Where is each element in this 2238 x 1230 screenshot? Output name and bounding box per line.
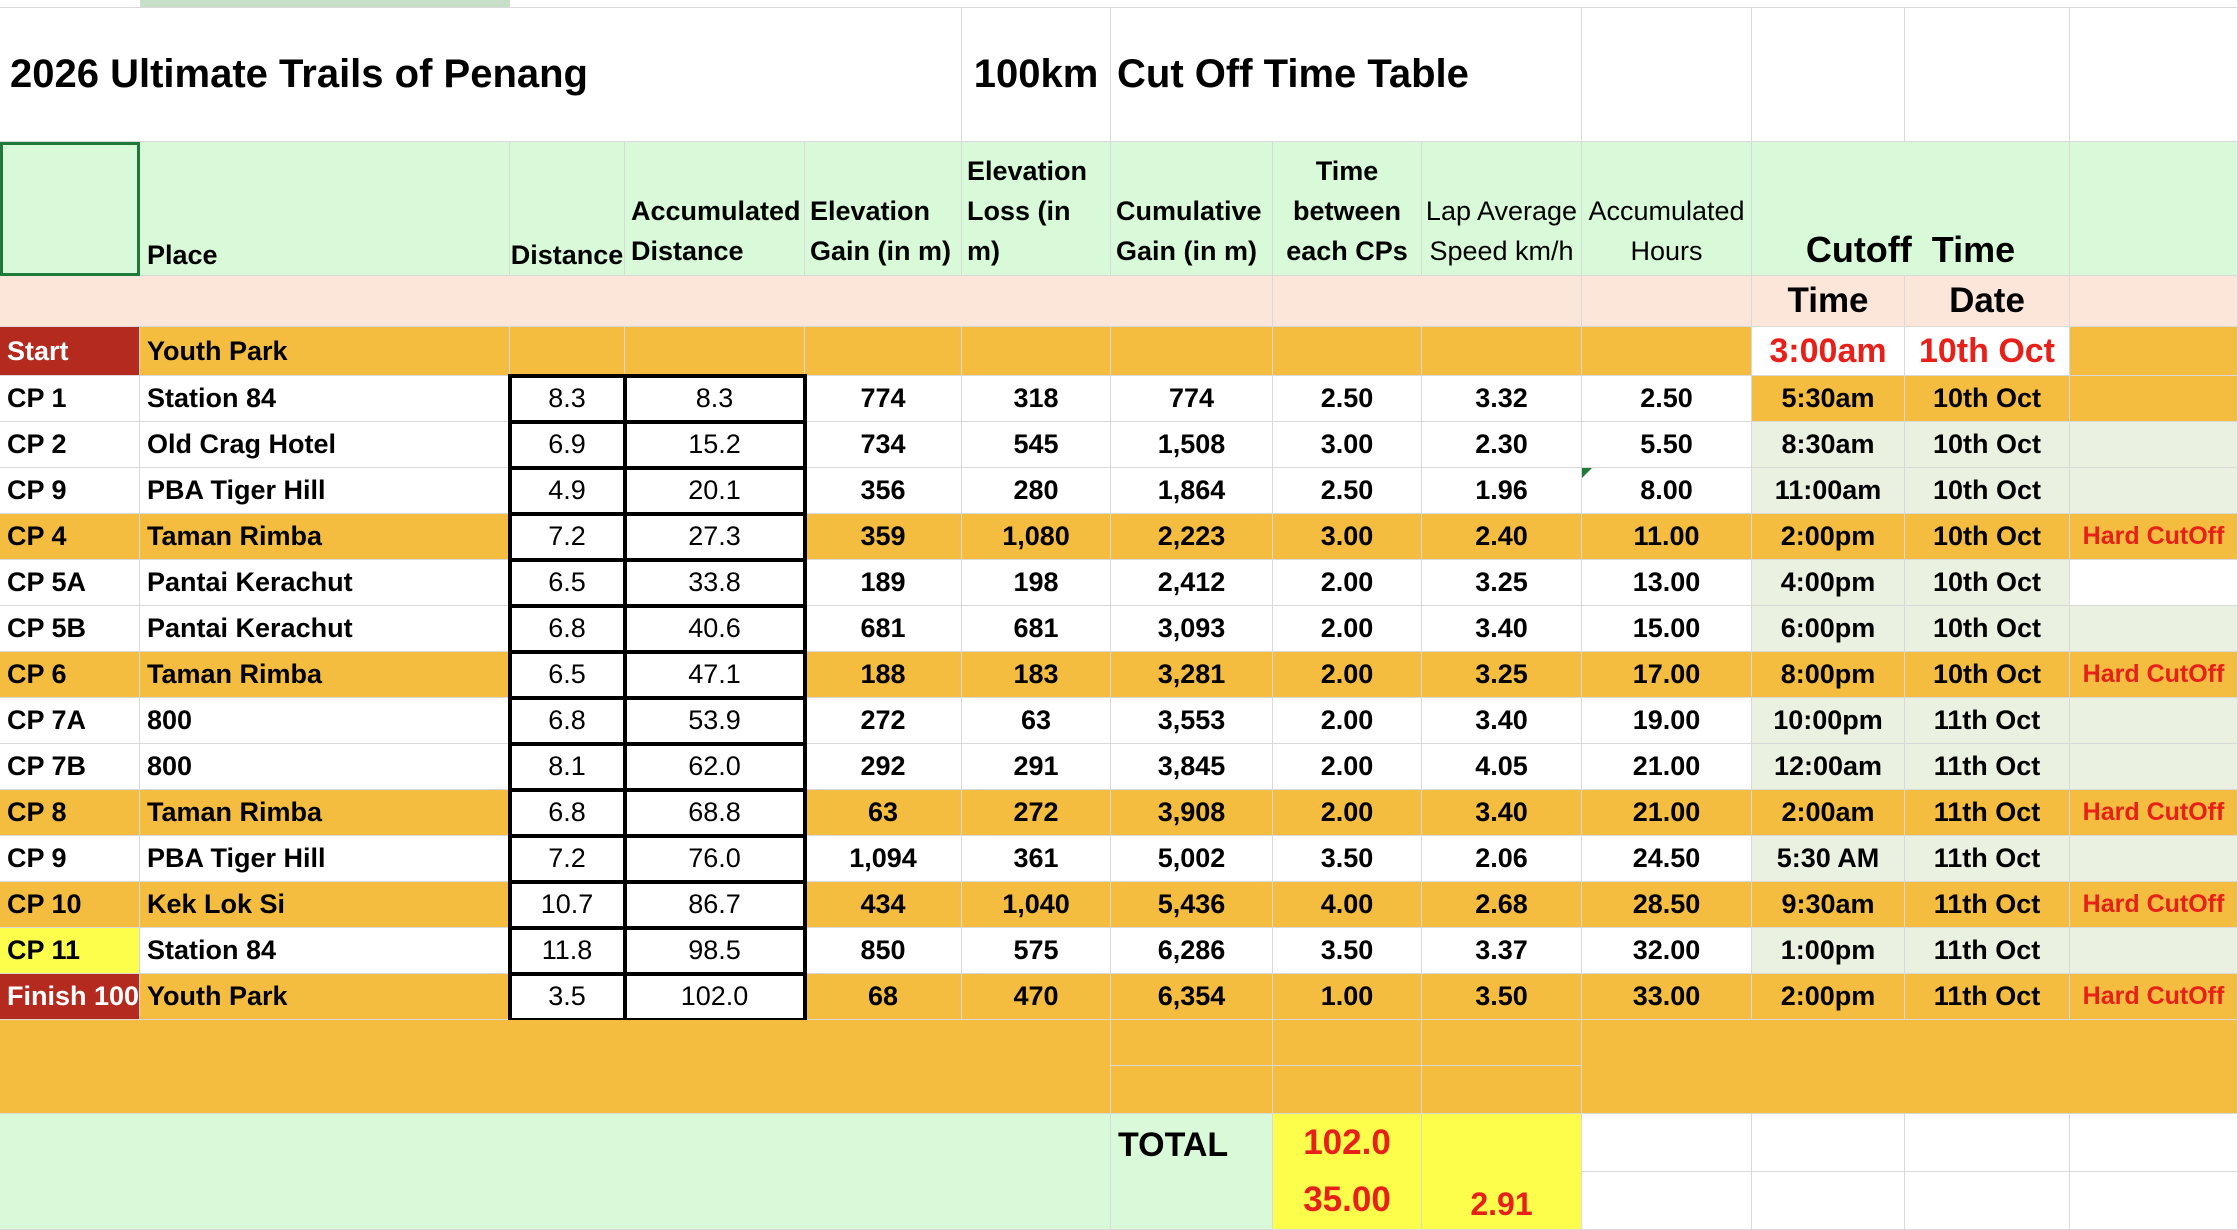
cutoff-date-value[interactable]: 11th Oct xyxy=(1905,974,2070,1020)
cutoff-date-value[interactable]: 11th Oct xyxy=(1905,698,2070,744)
accumulated-hours-value[interactable]: 2.50 xyxy=(1582,376,1752,422)
cp-label[interactable]: CP 7A xyxy=(0,698,140,744)
cp-label[interactable]: CP 1 xyxy=(0,376,140,422)
accumulated-distance-value[interactable]: 47.1 xyxy=(625,652,805,698)
footer-cell[interactable] xyxy=(1111,1020,1273,1066)
header-place[interactable]: Place xyxy=(140,142,510,276)
empty-cell[interactable] xyxy=(805,327,962,376)
elevation-gain-value[interactable]: 850 xyxy=(805,928,962,974)
place-name[interactable]: Youth Park xyxy=(140,974,510,1020)
distance-value[interactable]: 6.8 xyxy=(510,606,625,652)
cumulative-gain-value[interactable]: 774 xyxy=(1111,376,1273,422)
empty-cell[interactable] xyxy=(962,327,1111,376)
cumulative-gain-value[interactable]: 1,508 xyxy=(1111,422,1273,468)
lap-speed-value[interactable]: 3.40 xyxy=(1422,606,1582,652)
elevation-gain-value[interactable]: 774 xyxy=(805,376,962,422)
empty-cell[interactable] xyxy=(2070,1172,2238,1230)
accumulated-distance-value[interactable]: 27.3 xyxy=(625,514,805,560)
cp-label[interactable]: CP 5B xyxy=(0,606,140,652)
empty-cell[interactable] xyxy=(1752,8,1905,142)
cp-label[interactable]: CP 10 xyxy=(0,882,140,928)
elevation-gain-value[interactable]: 63 xyxy=(805,790,962,836)
accumulated-distance-value[interactable]: 102.0 xyxy=(625,974,805,1020)
accumulated-hours-value[interactable]: 21.00 xyxy=(1582,744,1752,790)
distance-value[interactable]: 10.7 xyxy=(510,882,625,928)
hard-cutoff-note[interactable] xyxy=(2070,698,2238,744)
cp-label[interactable]: CP 2 xyxy=(0,422,140,468)
time-between-value[interactable]: 2.00 xyxy=(1273,790,1422,836)
hard-cutoff-note[interactable] xyxy=(2070,744,2238,790)
time-between-value[interactable]: 2.00 xyxy=(1273,560,1422,606)
place-name[interactable]: Station 84 xyxy=(140,928,510,974)
distance-value[interactable]: 7.2 xyxy=(510,836,625,882)
elevation-gain-value[interactable]: 1,094 xyxy=(805,836,962,882)
empty-cell[interactable] xyxy=(1582,1114,1752,1172)
time-between-value[interactable]: 2.50 xyxy=(1273,468,1422,514)
header-accumulated-hours[interactable]: Accumulated Hours xyxy=(1582,142,1752,276)
header-cutoff-time[interactable]: Cutoff Time xyxy=(1752,142,2070,276)
time-between-value[interactable]: 3.00 xyxy=(1273,422,1422,468)
time-between-value[interactable]: 3.00 xyxy=(1273,514,1422,560)
empty-cell[interactable] xyxy=(1422,327,1582,376)
footer-band[interactable] xyxy=(1582,1020,2238,1114)
distance-value[interactable]: 4.9 xyxy=(510,468,625,514)
header-elevation-loss[interactable]: Elevation Loss (in m) xyxy=(962,142,1111,276)
place-name[interactable]: Taman Rimba xyxy=(140,514,510,560)
cp-label[interactable]: CP 11 xyxy=(0,928,140,974)
accumulated-hours-value[interactable]: 11.00 xyxy=(1582,514,1752,560)
place-name[interactable]: Kek Lok Si xyxy=(140,882,510,928)
lap-speed-value[interactable]: 2.06 xyxy=(1422,836,1582,882)
elevation-gain-value[interactable]: 68 xyxy=(805,974,962,1020)
lap-speed-value[interactable]: 3.50 xyxy=(1422,974,1582,1020)
cutoff-time-value[interactable]: 10:00pm xyxy=(1752,698,1905,744)
cumulative-gain-value[interactable]: 6,286 xyxy=(1111,928,1273,974)
header-cumulative-gain[interactable]: Cumulative Gain (in m) xyxy=(1111,142,1273,276)
hard-cutoff-note[interactable] xyxy=(2070,928,2238,974)
accumulated-distance-value[interactable]: 53.9 xyxy=(625,698,805,744)
cp-label[interactable]: CP 9 xyxy=(0,468,140,514)
accumulated-distance-value[interactable]: 86.7 xyxy=(625,882,805,928)
cp-label[interactable]: CP 4 xyxy=(0,514,140,560)
cumulative-gain-value[interactable]: 1,864 xyxy=(1111,468,1273,514)
cp-label[interactable]: CP 6 xyxy=(0,652,140,698)
elevation-loss-value[interactable]: 272 xyxy=(962,790,1111,836)
lap-speed-value[interactable]: 3.40 xyxy=(1422,698,1582,744)
title-distance[interactable]: 100km xyxy=(962,8,1111,142)
elevation-loss-value[interactable]: 280 xyxy=(962,468,1111,514)
header-accumulated-distance[interactable]: Accumulated Distance xyxy=(625,142,805,276)
empty-cell[interactable] xyxy=(625,327,805,376)
hard-cutoff-note[interactable]: Hard CutOff xyxy=(2070,514,2238,560)
accumulated-hours-value[interactable]: 5.50 xyxy=(1582,422,1752,468)
accumulated-hours-value[interactable]: 32.00 xyxy=(1582,928,1752,974)
cutoff-time-value[interactable]: 11:00am xyxy=(1752,468,1905,514)
distance-value[interactable]: 8.1 xyxy=(510,744,625,790)
total-speed[interactable]: 2.91 xyxy=(1422,1114,1582,1230)
place-name[interactable]: Old Crag Hotel xyxy=(140,422,510,468)
total-time: 35.00 xyxy=(1303,1180,1391,1220)
cumulative-gain-value[interactable]: 5,436 xyxy=(1111,882,1273,928)
empty-cell[interactable] xyxy=(1905,8,2070,142)
cumulative-gain-value[interactable]: 3,908 xyxy=(1111,790,1273,836)
header-cp[interactable] xyxy=(0,142,140,276)
cutoff-date-value[interactable]: 10th Oct xyxy=(1905,422,2070,468)
cutoff-date-value[interactable]: 10th Oct xyxy=(1905,652,2070,698)
place-name[interactable]: Pantai Kerachut xyxy=(140,560,510,606)
hard-cutoff-note[interactable]: Hard CutOff xyxy=(2070,882,2238,928)
footer-cell[interactable] xyxy=(1111,1066,1273,1114)
cumulative-gain-value[interactable]: 3,093 xyxy=(1111,606,1273,652)
cutoff-time-value[interactable]: 4:00pm xyxy=(1752,560,1905,606)
totals-band[interactable] xyxy=(0,1114,1111,1230)
elevation-gain-value[interactable]: 189 xyxy=(805,560,962,606)
empty-cell[interactable] xyxy=(1111,327,1273,376)
lap-speed-value[interactable]: 1.96 xyxy=(1422,468,1582,514)
hard-cutoff-note[interactable] xyxy=(2070,422,2238,468)
accumulated-distance-value[interactable]: 8.3 xyxy=(625,376,805,422)
header-date[interactable]: Date xyxy=(1905,276,2070,327)
lap-speed-value[interactable]: 2.68 xyxy=(1422,882,1582,928)
column-highlight xyxy=(140,0,510,7)
cutoff-time-value[interactable]: 2:00am xyxy=(1752,790,1905,836)
accumulated-hours-value[interactable]: 17.00 xyxy=(1582,652,1752,698)
lap-speed-value[interactable]: 3.37 xyxy=(1422,928,1582,974)
cutoff-date-value[interactable]: 11th Oct xyxy=(1905,836,2070,882)
accumulated-distance-value[interactable]: 33.8 xyxy=(625,560,805,606)
place-name[interactable]: Station 84 xyxy=(140,376,510,422)
empty-cell[interactable] xyxy=(1582,8,1752,142)
distance-value[interactable]: 11.8 xyxy=(510,928,625,974)
header-time-between[interactable]: Time between each CPs xyxy=(1273,142,1422,276)
accumulated-hours-value[interactable]: 24.50 xyxy=(1582,836,1752,882)
elevation-gain-value[interactable]: 356 xyxy=(805,468,962,514)
cutoff-time-value[interactable]: 1:00pm xyxy=(1752,928,1905,974)
elevation-loss-value[interactable]: 291 xyxy=(962,744,1111,790)
start-place[interactable]: Youth Park xyxy=(140,327,510,376)
elevation-loss-value[interactable]: 545 xyxy=(962,422,1111,468)
empty-cell[interactable] xyxy=(1905,1172,2070,1230)
cutoff-date-value[interactable]: 11th Oct xyxy=(1905,790,2070,836)
footer-cell[interactable] xyxy=(1273,1020,1422,1066)
place-name[interactable]: 800 xyxy=(140,744,510,790)
distance-value[interactable]: 8.3 xyxy=(510,376,625,422)
distance-value[interactable]: 6.8 xyxy=(510,698,625,744)
subheader-band[interactable] xyxy=(1273,276,1582,327)
header-distance[interactable]: Distance xyxy=(510,142,625,276)
comment-indicator-icon xyxy=(1582,468,1592,478)
elevation-loss-value[interactable]: 183 xyxy=(962,652,1111,698)
total-label[interactable]: TOTAL xyxy=(1111,1114,1273,1230)
empty-cell[interactable] xyxy=(1273,327,1422,376)
lap-speed-value[interactable]: 3.25 xyxy=(1422,560,1582,606)
hard-cutoff-note[interactable]: Hard CutOff xyxy=(2070,790,2238,836)
header-empty[interactable] xyxy=(2070,142,2238,276)
elevation-gain-value[interactable]: 734 xyxy=(805,422,962,468)
cutoff-date-value[interactable]: 10th Oct xyxy=(1905,468,2070,514)
cutoff-date-value[interactable]: 11th Oct xyxy=(1905,744,2070,790)
empty-cell[interactable] xyxy=(1582,1172,1752,1230)
cutoff-time-value[interactable]: 8:00pm xyxy=(1752,652,1905,698)
elevation-gain-value[interactable]: 681 xyxy=(805,606,962,652)
elevation-gain-value[interactable]: 272 xyxy=(805,698,962,744)
sheet-title[interactable]: 2026 Ultimate Trails of Penang xyxy=(0,8,962,142)
cutoff-time-value[interactable]: 5:30 AM xyxy=(1752,836,1905,882)
hard-cutoff-note[interactable]: Hard CutOff xyxy=(2070,652,2238,698)
subheader-band[interactable] xyxy=(0,276,1273,327)
cp-label[interactable]: Finish 100 xyxy=(0,974,140,1020)
hard-cutoff-note[interactable] xyxy=(2070,560,2238,606)
cutoff-time-value[interactable]: 5:30am xyxy=(1752,376,1905,422)
lap-speed-value[interactable]: 2.40 xyxy=(1422,514,1582,560)
start-time[interactable]: 3:00am xyxy=(1752,327,1905,376)
cutoff-date-value[interactable]: 10th Oct xyxy=(1905,376,2070,422)
time-between-value[interactable]: 2.00 xyxy=(1273,652,1422,698)
elevation-gain-value[interactable]: 359 xyxy=(805,514,962,560)
cutoff-time-value[interactable]: 2:00pm xyxy=(1752,974,1905,1020)
header-lap-speed[interactable]: Lap Average Speed km/h xyxy=(1422,142,1582,276)
empty-cell[interactable] xyxy=(1752,1114,1905,1172)
empty-cell[interactable] xyxy=(2070,1114,2238,1172)
time-between-value[interactable]: 4.00 xyxy=(1273,882,1422,928)
place-name[interactable]: Taman Rimba xyxy=(140,790,510,836)
elevation-loss-value[interactable]: 575 xyxy=(962,928,1111,974)
accumulated-hours-value[interactable]: 8.00 xyxy=(1582,468,1752,514)
header-time[interactable]: Time xyxy=(1752,276,1905,327)
cp-label[interactable]: CP 7B xyxy=(0,744,140,790)
distance-value[interactable]: 6.9 xyxy=(510,422,625,468)
cumulative-gain-value[interactable]: 3,553 xyxy=(1111,698,1273,744)
accumulated-distance-value[interactable]: 76.0 xyxy=(625,836,805,882)
elevation-loss-value[interactable]: 318 xyxy=(962,376,1111,422)
accumulated-hours-value[interactable]: 19.00 xyxy=(1582,698,1752,744)
elevation-gain-value[interactable]: 292 xyxy=(805,744,962,790)
subheader-band[interactable] xyxy=(2070,276,2238,327)
empty-cell[interactable] xyxy=(2070,8,2238,142)
start-date[interactable]: 10th Oct xyxy=(1905,327,2070,376)
empty-cell[interactable] xyxy=(1905,1114,2070,1172)
place-name[interactable]: Pantai Kerachut xyxy=(140,606,510,652)
footer-cell[interactable] xyxy=(1422,1020,1582,1066)
cutoff-time-value[interactable]: 8:30am xyxy=(1752,422,1905,468)
lap-speed-value[interactable]: 3.32 xyxy=(1422,376,1582,422)
cutoff-date-value[interactable]: 11th Oct xyxy=(1905,928,2070,974)
cutoff-date-value[interactable]: 11th Oct xyxy=(1905,882,2070,928)
accumulated-distance-value[interactable]: 15.2 xyxy=(625,422,805,468)
distance-value[interactable]: 6.8 xyxy=(510,790,625,836)
accumulated-hours-value[interactable]: 21.00 xyxy=(1582,790,1752,836)
hard-cutoff-note[interactable] xyxy=(2070,606,2238,652)
distance-value[interactable]: 6.5 xyxy=(510,560,625,606)
empty-cell[interactable] xyxy=(510,327,625,376)
cutoff-time-value[interactable]: 2:00pm xyxy=(1752,514,1905,560)
hard-cutoff-note[interactable] xyxy=(2070,836,2238,882)
footer-band[interactable] xyxy=(0,1020,1111,1114)
cumulative-gain-value[interactable]: 3,845 xyxy=(1111,744,1273,790)
total-distance: 102.0 xyxy=(1303,1122,1391,1162)
cp-label[interactable]: CP 5A xyxy=(0,560,140,606)
elevation-loss-value[interactable]: 681 xyxy=(962,606,1111,652)
distance-value[interactable]: 6.5 xyxy=(510,652,625,698)
accumulated-distance-value[interactable]: 62.0 xyxy=(625,744,805,790)
elevation-loss-value[interactable]: 198 xyxy=(962,560,1111,606)
start-cp[interactable]: Start xyxy=(0,327,140,376)
lap-speed-value[interactable]: 4.05 xyxy=(1422,744,1582,790)
title-cutoff-table[interactable]: Cut Off Time Table xyxy=(1111,8,1582,142)
cp-label[interactable]: CP 9 xyxy=(0,836,140,882)
footer-cell[interactable] xyxy=(1422,1066,1582,1114)
time-between-value[interactable]: 3.50 xyxy=(1273,928,1422,974)
distance-value[interactable]: 3.5 xyxy=(510,974,625,1020)
cutoff-date-value[interactable]: 10th Oct xyxy=(1905,560,2070,606)
cp-label[interactable]: CP 8 xyxy=(0,790,140,836)
hard-cutoff-note[interactable] xyxy=(2070,376,2238,422)
time-between-value[interactable]: 2.00 xyxy=(1273,698,1422,744)
cumulative-gain-value[interactable]: 3,281 xyxy=(1111,652,1273,698)
total-distance-time[interactable] xyxy=(1273,1114,1422,1230)
cutoff-time-value[interactable]: 6:00pm xyxy=(1752,606,1905,652)
accumulated-distance-value[interactable]: 40.6 xyxy=(625,606,805,652)
lap-speed-value[interactable]: 3.40 xyxy=(1422,790,1582,836)
elevation-gain-value[interactable]: 434 xyxy=(805,882,962,928)
hard-cutoff-note[interactable] xyxy=(2070,468,2238,514)
time-between-value[interactable]: 1.00 xyxy=(1273,974,1422,1020)
time-between-value[interactable]: 2.00 xyxy=(1273,606,1422,652)
time-between-value[interactable]: 3.50 xyxy=(1273,836,1422,882)
elevation-loss-value[interactable]: 63 xyxy=(962,698,1111,744)
empty-cell[interactable] xyxy=(1752,1172,1905,1230)
empty-cell[interactable] xyxy=(1582,327,1752,376)
cutoff-date-value[interactable]: 10th Oct xyxy=(1905,606,2070,652)
elevation-loss-value[interactable]: 361 xyxy=(962,836,1111,882)
place-name[interactable]: PBA Tiger Hill xyxy=(140,836,510,882)
accumulated-hours-value[interactable]: 33.00 xyxy=(1582,974,1752,1020)
empty-cell[interactable] xyxy=(2070,327,2238,376)
cutoff-time-value[interactable]: 9:30am xyxy=(1752,882,1905,928)
cumulative-gain-value[interactable]: 5,002 xyxy=(1111,836,1273,882)
cumulative-gain-value[interactable]: 2,223 xyxy=(1111,514,1273,560)
accumulated-hours-value[interactable]: 28.50 xyxy=(1582,882,1752,928)
cutoff-date-value[interactable]: 10th Oct xyxy=(1905,514,2070,560)
time-between-value[interactable]: 2.00 xyxy=(1273,744,1422,790)
distance-value[interactable]: 7.2 xyxy=(510,514,625,560)
place-name[interactable]: Taman Rimba xyxy=(140,652,510,698)
cumulative-gain-value[interactable]: 2,412 xyxy=(1111,560,1273,606)
lap-speed-value[interactable]: 2.30 xyxy=(1422,422,1582,468)
cutoff-time-value[interactable]: 12:00am xyxy=(1752,744,1905,790)
subheader-band[interactable] xyxy=(1582,276,1752,327)
time-between-value[interactable]: 2.50 xyxy=(1273,376,1422,422)
elevation-loss-value[interactable]: 1,040 xyxy=(962,882,1111,928)
accumulated-hours-value[interactable]: 13.00 xyxy=(1582,560,1752,606)
elevation-loss-value[interactable]: 470 xyxy=(962,974,1111,1020)
footer-cell[interactable] xyxy=(1273,1066,1422,1114)
lap-speed-value[interactable]: 3.25 xyxy=(1422,652,1582,698)
place-name[interactable]: PBA Tiger Hill xyxy=(140,468,510,514)
accumulated-distance-value[interactable]: 68.8 xyxy=(625,790,805,836)
elevation-loss-value[interactable]: 1,080 xyxy=(962,514,1111,560)
accumulated-hours-value[interactable]: 15.00 xyxy=(1582,606,1752,652)
header-elevation-gain[interactable]: Elevation Gain (in m) xyxy=(805,142,962,276)
accumulated-distance-value[interactable]: 20.1 xyxy=(625,468,805,514)
accumulated-distance-value[interactable]: 98.5 xyxy=(625,928,805,974)
elevation-gain-value[interactable]: 188 xyxy=(805,652,962,698)
place-name[interactable]: 800 xyxy=(140,698,510,744)
hard-cutoff-note[interactable]: Hard CutOff xyxy=(2070,974,2238,1020)
cumulative-gain-value[interactable]: 6,354 xyxy=(1111,974,1273,1020)
